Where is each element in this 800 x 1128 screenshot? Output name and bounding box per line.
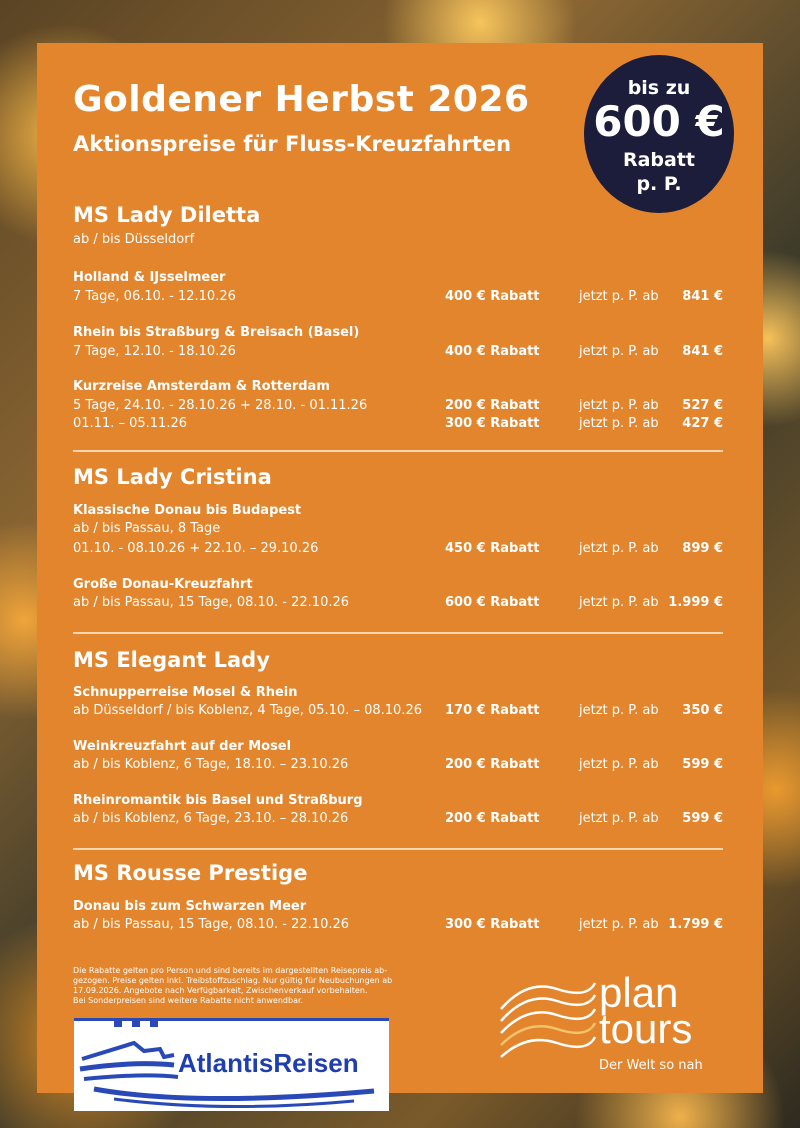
tour-discount: 170 € Rabatt [445,703,540,718]
tour-discount: 200 € Rabatt [445,811,540,826]
atlantis-logo-text: AtlantisReisen [178,1048,359,1078]
page-title: Goldener Herbst 2026 [73,79,530,120]
tour-dates: 01.10. - 08.10.26 + 22.10. – 29.10.26 [73,541,319,556]
waves-logo-icon [497,969,597,1069]
tour-name: Große Donau-Kreuzfahrt [73,577,253,592]
tour-dates: ab / bis Koblenz, 6 Tage, 23.10. – 28.10.26 [73,811,349,826]
tour-discount: 400 € Rabatt [445,344,540,359]
section-divider [73,632,723,634]
tour-price: 841 € [682,289,723,304]
tour-discount: 200 € Rabatt [445,757,540,772]
ship-departure: ab / bis Düsseldorf [73,232,195,247]
ship-name: MS Lady Diletta [73,203,261,227]
ship-name: MS Rousse Prestige [73,861,308,885]
tour-route: ab / bis Passau, 8 Tage [73,521,221,536]
tour-discount: 200 € Rabatt [445,398,540,413]
badge-line-4: p. P. [636,173,682,195]
tour-price: 899 € [682,541,723,556]
tour-price-label: jetzt p. P. ab [579,541,659,556]
atlantis-reisen-logo [74,1018,389,1111]
tour-price: 427 € [682,416,723,431]
footnote-line: Bei Sonderpreisen sind weitere Rabatte nicht anwendbar. [73,996,304,1005]
footnote-line: gezogen. Preise gelten inkl. Treibstoffzuschlag. Nur gültig für Neubuchungen ab [73,976,393,985]
tour-dates: 7 Tage, 12.10. - 18.10.26 [73,344,236,359]
tour-price-label: jetzt p. P. ab [579,917,659,932]
badge-line-3: Rabatt [622,149,696,171]
tour-name: Kurzreise Amsterdam & Rotterdam [73,379,330,394]
tour-price: 527 € [682,398,723,413]
tour-dates: ab / bis Passau, 15 Tage, 08.10. - 22.10.26 [73,595,350,610]
tour-price: 1.799 € [668,917,723,932]
tour-name: Holland & IJsselmeer [73,270,226,285]
tour-price-label: jetzt p. P. ab [579,811,659,826]
tour-dates: ab Düsseldorf / bis Koblenz, 4 Tage, 05.10. – 08.10.26 [73,703,422,718]
tour-name: Schnupperreise Mosel & Rhein [73,685,298,700]
tour-discount: 300 € Rabatt [445,917,540,932]
tour-price: 841 € [682,344,723,359]
tour-price: 350 € [682,703,723,718]
tour-dates: 5 Tage, 24.10. - 28.10.26 + 28.10. - 01.11.26 [73,398,368,413]
tour-discount: 450 € Rabatt [445,541,540,556]
tour-price-label: jetzt p. P. ab [579,757,659,772]
tour-price: 599 € [682,757,723,772]
tour-name: Rheinromantik bis Basel und Straßburg [73,793,363,808]
tour-price: 599 € [682,811,723,826]
tour-price: 1.999 € [668,595,723,610]
page-subtitle: Aktionspreise für Fluss-Kreuzfahrten [73,132,512,156]
tour-name: Klassische Donau bis Budapest [73,503,302,518]
ship-name: MS Lady Cristina [73,465,272,489]
flyer-panel [37,43,763,1093]
tour-price-label: jetzt p. P. ab [579,398,659,413]
tour-dates: ab / bis Koblenz, 6 Tage, 18.10. – 23.10.26 [73,757,349,772]
tour-discount: 300 € Rabatt [445,416,540,431]
plantours-logo-plan: plan [599,969,679,1016]
tour-dates: 01.11. – 05.11.26 [73,416,188,431]
plantours-logo [497,963,737,1073]
tour-dates: 7 Tage, 06.10. - 12.10.26 [73,289,236,304]
section-divider [73,450,723,452]
tour-name: Donau bis zum Schwarzen Meer [73,899,307,914]
section-divider [73,848,723,850]
tour-price-label: jetzt p. P. ab [579,344,659,359]
badge-amount: 600 € [593,97,725,146]
plantours-logo-tours: tours [599,1005,693,1052]
legal-footnote [73,966,443,1006]
tour-dates: ab / bis Passau, 15 Tage, 08.10. - 22.10.26 [73,917,350,932]
tour-discount: 400 € Rabatt [445,289,540,304]
plantours-tagline: Der Welt so nah [599,1058,703,1073]
tour-discount: 600 € Rabatt [445,595,540,610]
footnote-line: Die Rabatte gelten pro Person und sind bereits im dargestellten Reisepreis ab- [73,966,388,975]
footnote-line: 17.09.2026. Angebote nach Verfügbarkeit, Zwischenverkauf vorbehalten. [73,986,368,995]
tour-price-label: jetzt p. P. ab [579,416,659,431]
tour-name: Weinkreuzfahrt auf der Mosel [73,739,292,754]
tour-price-label: jetzt p. P. ab [579,289,659,304]
discount-badge [584,55,734,213]
ship-name: MS Elegant Lady [73,648,270,672]
tour-price-label: jetzt p. P. ab [579,703,659,718]
badge-line-1: bis zu [627,77,691,99]
tour-name: Rhein bis Straßburg & Breisach (Basel) [73,325,360,340]
tour-price-label: jetzt p. P. ab [579,595,659,610]
